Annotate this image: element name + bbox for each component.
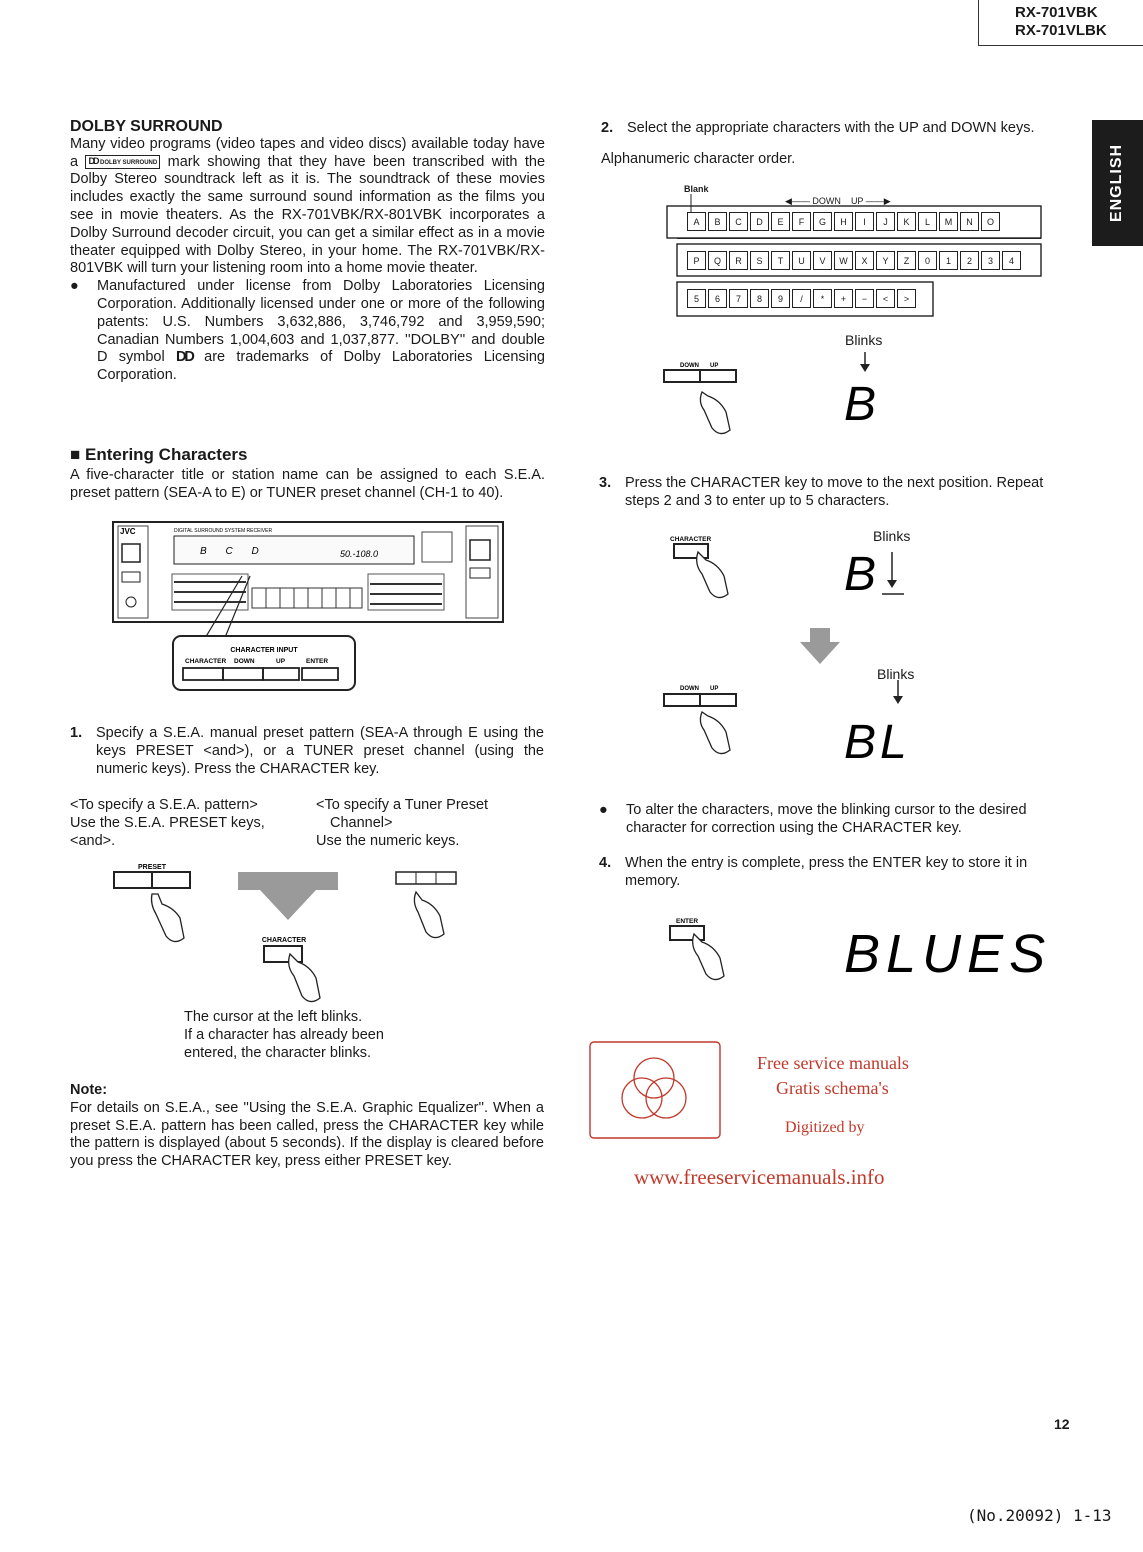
svg-text:DOWN: DOWN: [680, 363, 699, 369]
cursor-note: The cursor at the left blinks. If a character has already been entered, the character blinks.: [184, 1009, 384, 1061]
char-row-1: [687, 212, 1002, 231]
char-cell: >: [897, 289, 916, 308]
sea-pattern-instructions: <To specify a S.E.A. pattern> Use the S.E.A. PRESET keys, <and>.: [70, 797, 265, 849]
dolby-surround-section: [70, 118, 545, 385]
preset-up-key: [152, 872, 190, 888]
char-row-3: [687, 289, 918, 308]
step-1-figure: [110, 858, 490, 1008]
page-number: 12: [1054, 1416, 1070, 1432]
blinks-label-2: Blinks: [873, 528, 911, 544]
entering-intro: A five-character title or station name can be assigned to each S.E.A. preset pattern (SEA-A to E) or TUNER preset channel (CH-1 to 40).: [70, 466, 545, 501]
watermark-url[interactable]: www.freeservicemanuals.info: [634, 1165, 885, 1189]
dolby-surround-logo: DD DOLBY SURROUND: [85, 155, 160, 169]
bullet-icon: ●: [70, 278, 79, 295]
step-4-text: When the entry is complete, press the ENTER key to store it in memory.: [625, 855, 1028, 889]
char-cell: N: [960, 212, 979, 231]
char-cell: Q: [708, 251, 727, 270]
svg-text:UP: UP: [710, 686, 719, 692]
entering-heading: ■ Entering Characters: [70, 445, 248, 464]
step-2-figure: [660, 352, 900, 442]
step-2-text: Select the appropriate characters with the UP and DOWN keys.: [627, 120, 1035, 136]
char-cell: V: [813, 251, 832, 270]
watermark-logo: [588, 1040, 722, 1140]
note-title: Note:: [70, 1082, 108, 1098]
blinks-label: Blinks: [845, 332, 883, 348]
enter-key: [670, 926, 704, 940]
blinks-label-3: Blinks: [877, 666, 915, 682]
numeric-keys: [396, 872, 456, 884]
document-number: (No.20092) 1-13: [967, 1506, 1112, 1525]
down-arrow-icon: [238, 872, 338, 890]
step-3: [599, 475, 1059, 511]
step-3-figure: [660, 530, 940, 769]
char-cell: F: [792, 212, 811, 231]
char-cell: 5: [687, 289, 706, 308]
segment-display-step3b: BL: [844, 716, 911, 769]
svg-text:DOWN: DOWN: [234, 658, 255, 665]
char-cell: 8: [750, 289, 769, 308]
watermark-line-3: Digitized by: [785, 1119, 865, 1136]
alter-characters-bullet: ● To alter the characters, move the blinking cursor to the desired character for correction using the CHARACTER key.: [599, 802, 1027, 836]
panel-display-freq: 50.-108.0: [340, 549, 379, 559]
char-cell: 9: [771, 289, 790, 308]
char-cell: 4: [1002, 251, 1021, 270]
char-cell: J: [876, 212, 895, 231]
pointing-hand-icon: [700, 712, 730, 754]
char-cell: U: [792, 251, 811, 270]
entering-characters-section: [70, 446, 545, 502]
dolby-intro-text-2: mark showing that they have been transcribed with the Dolby Stereo soundtrack left as it is. The soundtrack of these movies includes exactly the same surround sound information as the films you see in movie theaters. As the RX-701VBK/RX-801VBK incorporates a Dolby Surround decoder circuit, you can get a similar effect as in a movie theater equipped with Dolby Stereo, in your home. The RX-701VBK/RX-801VBK will turn your listening room into a home movie theater.: [70, 153, 546, 277]
char-cell: R: [729, 251, 748, 270]
char-cell: 6: [708, 289, 727, 308]
char-cell: W: [834, 251, 853, 270]
char-cell: Z: [897, 251, 916, 270]
model-number-1: RX-701VBK: [1015, 4, 1098, 21]
license-text: Manufactured under license from Dolby Laboratories Licensing Corporation. Additionally licensed under one or more of the following patents: U.S. Numbers 3,632,886, 3,746,792 and 3,959,590; Canadian Numbers 1,004,603 and 1,037,877. ''DOLBY'' and double D symbol: [97, 278, 545, 366]
double-d-symbol: DD: [175, 349, 193, 366]
pointing-hand-icon: [693, 934, 724, 980]
svg-text:ENTER: ENTER: [306, 658, 329, 665]
model-number-2: RX-701VLBK: [1015, 22, 1107, 39]
char-cell: A: [687, 212, 706, 231]
language-tab-label: ENGLISH: [1108, 143, 1126, 223]
down-key: [664, 370, 700, 382]
model-number-box: [978, 0, 1143, 46]
char-cell: 0: [918, 251, 937, 270]
tuner-preset-instructions: <To specify a Tuner Preset Channel> Use the numeric keys.: [316, 797, 489, 849]
language-tab: [1092, 120, 1143, 246]
char-cell: B: [708, 212, 727, 231]
char-cell: +: [834, 289, 853, 308]
pointing-hand-icon: [152, 894, 185, 942]
char-cell: 1: [939, 251, 958, 270]
pointing-hand-icon: [289, 954, 320, 1002]
character-key-label: CHARACTER: [261, 937, 307, 944]
up-key: [700, 694, 736, 706]
char-cell: 2: [960, 251, 979, 270]
char-cell: T: [771, 251, 790, 270]
step-4-number: 4.: [599, 855, 612, 871]
character-key: [674, 544, 708, 558]
pointing-hand-icon: [414, 892, 444, 938]
step-3-text: Press the CHARACTER key to move to the next position. Repeat steps 2 and 3 to enter up to 5 characters.: [625, 475, 1044, 509]
preset-down-key: [114, 872, 152, 888]
svg-text:UP: UP: [276, 658, 286, 665]
char-row-2: [687, 251, 1023, 270]
note-section: [70, 1082, 544, 1171]
char-cell: P: [687, 251, 706, 270]
segment-display-step3a: B: [844, 548, 877, 601]
char-cell: 3: [981, 251, 1000, 270]
segment-display-step2: B: [844, 378, 877, 431]
dolby-intro: [70, 136, 545, 278]
down-key: [664, 694, 700, 706]
step-2-number: 2.: [601, 120, 614, 136]
dolby-heading: DOLBY SURROUND: [70, 118, 223, 135]
bullet-icon: ●: [599, 802, 608, 818]
blank-label: Blank: [684, 184, 709, 194]
char-cell: −: [855, 289, 874, 308]
char-cell: M: [939, 212, 958, 231]
license-text-2: are trademarks of Dolby Laboratories Licensing Corporation.: [97, 349, 545, 384]
char-cell: H: [834, 212, 853, 231]
watermark-line-2: Gratis schema's: [776, 1078, 889, 1098]
note-text: For details on S.E.A., see ''Using the S.E.A. Graphic Equalizer''. When a preset S.E.A. pattern has been called, press the CHARACTER key while the pattern is displayed (about 5 seconds). If the display is cleared before you press the CHARACTER key, press either PRESET key.: [70, 1099, 544, 1170]
char-cell: Y: [876, 251, 895, 270]
watermark-line-1: Free service manuals: [757, 1053, 909, 1073]
segment-display-step4: BLUES: [844, 924, 1052, 984]
char-cell: O: [981, 212, 1000, 231]
character-order-diagram: [665, 182, 1045, 320]
dolby-license-bullet: [70, 278, 545, 385]
char-cell: *: [813, 289, 832, 308]
svg-text:CHARACTER: CHARACTER: [185, 658, 227, 665]
svg-text:ENTER: ENTER: [676, 918, 699, 925]
step-1-number: 1.: [70, 725, 83, 741]
svg-text:DOWN: DOWN: [680, 686, 699, 692]
callout-title: CHARACTER INPUT: [230, 647, 298, 654]
preset-key-label: PRESET: [137, 864, 167, 871]
step-1: [70, 725, 544, 778]
svg-text:UP: UP: [710, 363, 719, 369]
char-cell: K: [897, 212, 916, 231]
char-cell: <: [876, 289, 895, 308]
char-cell: L: [918, 212, 937, 231]
char-cell: C: [729, 212, 748, 231]
pointing-hand-icon: [700, 392, 730, 434]
svg-text:CHARACTER: CHARACTER: [670, 536, 712, 543]
char-cell: E: [771, 212, 790, 231]
step-1-text: Specify a S.E.A. manual preset pattern (SEA-A through E using the keys PRESET <and>), or a TUNER preset channel (using the numeric keys). Press the CHARACTER key.: [96, 725, 544, 777]
dolby-intro-text: Many video programs (video tapes and video discs) available today have a: [70, 135, 545, 170]
receiver-front-panel-figure: [112, 518, 504, 694]
pointing-hand-icon: [697, 552, 728, 598]
down-up-arrows: ◀—— DOWN UP ——▶: [785, 196, 891, 206]
brand-label: JVC: [120, 527, 136, 536]
step-4: [599, 855, 1075, 891]
char-order-label: Alphanumeric character order.: [601, 151, 796, 167]
up-key: [700, 370, 736, 382]
step-4-figure: [660, 912, 1052, 988]
char-cell: G: [813, 212, 832, 231]
char-cell: D: [750, 212, 769, 231]
panel-display-chars: B C D: [200, 546, 267, 557]
char-cell: 7: [729, 289, 748, 308]
step-2: [601, 120, 1076, 138]
char-cell: /: [792, 289, 811, 308]
panel-model-line: DIGITAL SURROUND SYSTEM RECEIVER: [174, 528, 273, 534]
step-3-number: 3.: [599, 475, 612, 491]
char-cell: X: [855, 251, 874, 270]
down-arrow-icon: [810, 628, 830, 642]
char-cell: I: [855, 212, 874, 231]
char-cell: S: [750, 251, 769, 270]
